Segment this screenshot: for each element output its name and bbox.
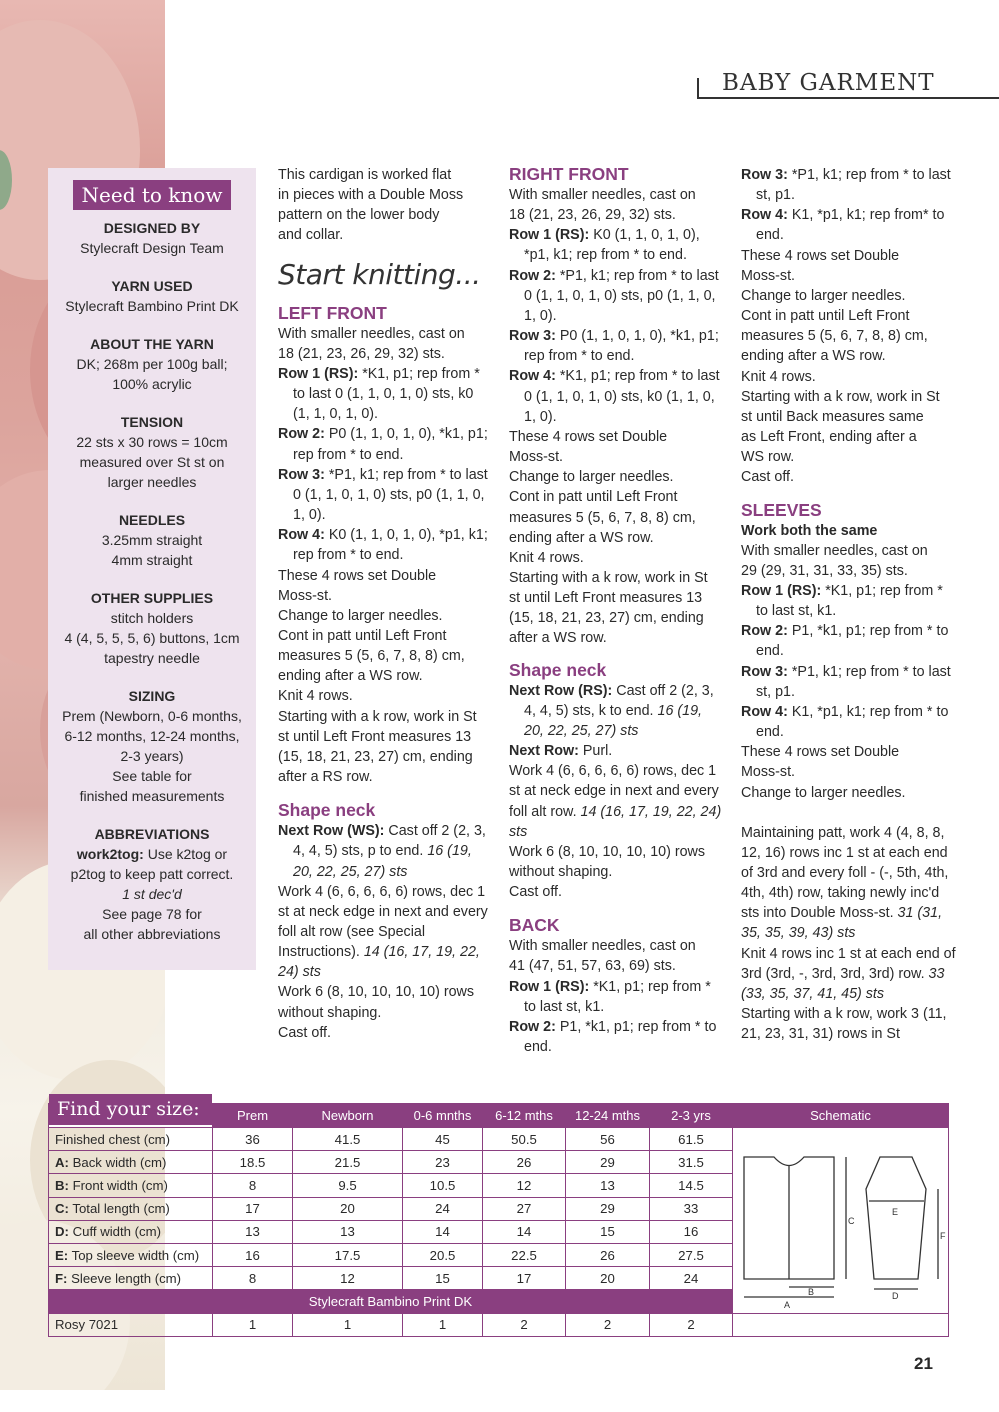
table-cell: 61.5	[650, 1128, 733, 1151]
row-instruction	[509, 977, 723, 1017]
row-instruction	[741, 205, 956, 245]
abbreviation-line: 1 st dec'd	[122, 886, 182, 902]
text-line: Cont in patt until Left Front	[278, 627, 447, 644]
row-instruction	[278, 821, 490, 881]
supplies-line: stitch holders	[110, 610, 194, 626]
schematic-diagram	[734, 1129, 948, 1309]
row-text: *P1, k1; rep from * to last st, p1.	[756, 167, 951, 204]
text-line: 41 (47, 51, 57, 63, 69) sts.	[509, 958, 676, 975]
text-span: Knit 4 rows inc 1 st at each end of 3rd (3rd, -, 3rd, 3rd, 3rd) row.	[741, 945, 956, 982]
column-3	[741, 165, 956, 1044]
row-label-text: Sleeve length (cm)	[67, 1270, 182, 1286]
table-cell: 45	[403, 1128, 483, 1151]
table-cell: 24	[403, 1197, 483, 1220]
row-label	[49, 1197, 213, 1220]
table-cell: 26	[483, 1151, 566, 1174]
text-block: Starting with a k row, work 3 (11, 21, 23, 31, 31) rows in St	[741, 1006, 947, 1043]
text-span: Maintaining patt, work 4 (4, 8, 8, 12, 16) rows inc 1 st at each end of 3rd and every foll - (-, 5th, 4th, 4th, 4th) row, taking newly inc'd sts into Double Moss-st.	[741, 824, 949, 922]
row-label: Row 1 (RS):	[278, 365, 359, 382]
sleeves-subheading: Work both the same	[741, 522, 878, 539]
abbr-text: Use k2tog or	[143, 846, 228, 862]
row-instruction	[509, 681, 723, 741]
text-line: st until Left Front measures 13	[278, 728, 472, 745]
stitch-count: 16 (19, 20, 22, 25, 27) sts	[524, 702, 703, 739]
text-block	[741, 823, 956, 944]
sizing-line: 6-12 months, 12-24 months,	[64, 728, 240, 744]
row-text: P0 (1, 1, 0, 1, 0), *k1, p1; rep from * to end.	[524, 328, 719, 365]
row-text: K0 (1, 1, 0, 1, 0), *p1, k1; rep from * to end.	[524, 227, 700, 264]
row-instruction	[509, 225, 723, 265]
text-line: Starting with a k row, work in St	[741, 388, 940, 405]
shade-label: Rosy 7021	[49, 1313, 213, 1336]
schematic-header: Schematic	[733, 1104, 949, 1128]
text-line: after a RS row.	[278, 769, 373, 786]
dim-label-b: B	[807, 1286, 814, 1297]
row-label	[49, 1151, 213, 1174]
text-line: These 4 rows set Double	[741, 247, 900, 264]
row-instruction	[278, 525, 490, 565]
text-line: Knit 4 rows.	[509, 549, 584, 566]
text-line: ending after a WS row.	[741, 348, 886, 365]
table-cell: 29	[566, 1197, 650, 1220]
section-header: BABY GARMENT	[722, 70, 935, 96]
table-cell: 2	[566, 1313, 650, 1336]
text-block: Work 6 (8, 10, 10, 10, 10) rows without shaping.	[278, 984, 475, 1021]
row-text: K0 (1, 1, 0, 1, 0), *p1, k1; rep from * to end.	[293, 527, 488, 564]
table-cell: 8	[213, 1174, 293, 1197]
row-label	[49, 1267, 213, 1290]
tension-line: measured over St st on	[79, 454, 225, 470]
row-label: Finished chest (cm)	[49, 1128, 213, 1151]
row-label	[49, 1174, 213, 1197]
table-cell: 17	[213, 1197, 293, 1220]
text-block	[509, 761, 723, 842]
table-cell: 10.5	[403, 1174, 483, 1197]
row-instruction	[278, 465, 490, 525]
other-supplies-heading: OTHER SUPPLIES	[90, 590, 214, 606]
row-label-text: Back width (cm)	[68, 1154, 167, 1170]
text-line: Moss-st.	[741, 267, 796, 284]
about-yarn-heading: ABOUT THE YARN	[90, 336, 214, 352]
intro-line: and collar.	[278, 227, 344, 244]
row-text: K1, *p1, k1; rep from * to end.	[756, 703, 949, 741]
text-line: Moss-st.	[278, 587, 333, 604]
dim-label-d: D	[891, 1290, 898, 1301]
table-cell: 18.5	[213, 1151, 293, 1174]
table-cell: 1	[403, 1313, 483, 1336]
row-instruction	[741, 702, 956, 742]
text-line: Moss-st.	[741, 764, 796, 781]
text-line: Change to larger needles.	[741, 784, 906, 801]
table-cell: 15	[566, 1220, 650, 1243]
table-cell: 20	[293, 1197, 403, 1220]
sizing-line: Prem (Newborn, 0-6 months,	[62, 708, 242, 724]
table-cell: 50.5	[483, 1128, 566, 1151]
sleeves-heading: SLEEVES	[741, 499, 822, 520]
text-line: Cont in patt until Left Front	[741, 308, 910, 325]
intro-line: in pieces with a Double Moss	[278, 187, 464, 204]
text-line: Moss-st.	[509, 449, 564, 466]
table-cell: 22.5	[483, 1243, 566, 1266]
row-instruction	[509, 366, 723, 426]
back-heading: BACK	[509, 915, 560, 936]
row-label-text: Top sleeve width (cm)	[68, 1247, 200, 1263]
row-text: *P1, k1; rep from * to last 0 (1, 1, 0, 1, 0) sts, p0 (1, 1, 0, 1, 0).	[524, 267, 719, 324]
row-text: P1, *k1, p1; rep from * to end.	[524, 1018, 717, 1056]
about-yarn-line: DK; 268m per 100g ball;	[76, 356, 228, 372]
schematic-cell	[733, 1128, 949, 1314]
size-header: 2-3 yrs	[650, 1104, 733, 1128]
shape-neck-heading: Shape neck	[509, 659, 607, 680]
table-cell: 12	[483, 1174, 566, 1197]
size-table	[48, 1097, 949, 1337]
row-label: Row 4:	[278, 527, 325, 544]
yarn-row-label: Stylecraft Bambino Print DK	[49, 1290, 733, 1313]
tension-line: 22 sts x 30 rows = 10cm	[76, 434, 228, 450]
dim-label-a: A	[783, 1299, 790, 1309]
text-line: measures 5 (5, 6, 7, 8, 8) cm,	[278, 648, 465, 665]
schematic-cell-bottom	[733, 1313, 949, 1336]
page-number: 21	[914, 1354, 933, 1373]
sizing-heading: SIZING	[128, 688, 176, 704]
table-cell: 14	[483, 1220, 566, 1243]
abbreviation-line: See page 78 for	[102, 906, 202, 922]
text-line: With smaller needles, cast on	[278, 325, 465, 342]
table-row	[49, 1313, 949, 1336]
row-label-text: Front width (cm)	[68, 1177, 168, 1193]
table-cell: 14	[403, 1220, 483, 1243]
row-label	[49, 1243, 213, 1266]
tension-heading: TENSION	[120, 414, 184, 430]
text-line: after a WS row.	[509, 630, 607, 647]
table-cell: 56	[566, 1128, 650, 1151]
header-rule	[697, 97, 999, 99]
row-text: *K1, p1; rep from * to last st, k1.	[756, 582, 943, 620]
row-instruction	[741, 165, 956, 205]
row-text: K1, *p1, k1; rep from* to end.	[756, 207, 945, 244]
table-cell: 26	[566, 1243, 650, 1266]
text-line: 18 (21, 23, 26, 29, 32) sts.	[278, 345, 445, 362]
stitch-count: 33 (33, 35, 37, 41, 45) sts	[741, 965, 945, 1002]
stitch-count: 31 (31, 35, 35, 39, 43) sts	[741, 905, 943, 942]
text-block	[278, 882, 490, 983]
supplies-line: 4 (4, 5, 5, 5, 6) buttons, 1cm	[64, 630, 240, 646]
text-line: These 4 rows set Double	[741, 744, 900, 761]
table-cell: 20.5	[403, 1243, 483, 1266]
text-line: Knit 4 rows.	[741, 368, 816, 385]
row-label: Row 3:	[278, 466, 325, 483]
sizing-line: 2-3 years)	[120, 748, 184, 764]
row-text: Cast off 2 (2, 3, 4, 4, 5) sts, k to end.	[524, 682, 714, 719]
row-label: Next Row:	[509, 743, 579, 760]
find-your-size-title: Find your size:	[49, 1094, 212, 1125]
need-to-know-title: Need to know	[73, 180, 232, 210]
row-letter: E:	[55, 1247, 69, 1263]
row-letter: C:	[55, 1201, 69, 1217]
abbreviation-line	[48, 844, 256, 864]
row-instruction	[741, 581, 956, 621]
find-your-size-cell	[49, 1097, 213, 1128]
text-line: Change to larger needles.	[741, 287, 906, 304]
row-instruction	[741, 662, 956, 702]
row-instruction	[509, 741, 723, 761]
table-cell: 14.5	[650, 1174, 733, 1197]
row-label: Row 1 (RS):	[509, 227, 590, 244]
table-cell: 41.5	[293, 1128, 403, 1151]
text-line: as Left Front, ending after a	[741, 429, 917, 446]
need-to-know-panel	[48, 168, 256, 970]
yarn-used: Stylecraft Bambino Print DK	[65, 298, 239, 314]
text-line: With smaller needles, cast on	[509, 938, 696, 955]
text-line: Change to larger needles.	[509, 469, 674, 486]
table-cell: 27.5	[650, 1243, 733, 1266]
row-label: Row 2:	[278, 426, 325, 443]
right-front-heading: RIGHT FRONT	[509, 164, 629, 184]
row-text: *K1, p1; rep from * to last 0 (1, 1, 0, 1, 0) sts, k0 (1, 1, 0, 1, 0).	[293, 365, 480, 423]
sizing-line: finished measurements	[79, 788, 225, 804]
header-rule-tick	[697, 78, 699, 99]
row-text: *K1, p1; rep from * to last 0 (1, 1, 0, 1, 0) sts, k0 (1, 1, 0, 1, 0).	[524, 368, 720, 425]
text-line: ending after a WS row.	[278, 668, 423, 685]
row-text: *P1, k1; rep from * to last 0 (1, 1, 0, 1, 0) sts, p0 (1, 1, 0, 1, 0).	[293, 466, 488, 524]
table-cell: 23	[403, 1151, 483, 1174]
row-label: Row 3:	[741, 167, 788, 183]
row-letter: B:	[55, 1177, 69, 1193]
row-label: Row 4:	[741, 207, 788, 224]
text-line: Starting with a k row, work in St	[509, 569, 708, 586]
row-label: Row 4:	[509, 368, 556, 385]
table-cell: 1	[293, 1313, 403, 1336]
start-knitting-heading: Start knitting...	[278, 257, 481, 291]
column-1	[278, 165, 490, 1043]
row-instruction	[509, 326, 723, 366]
stitch-count: 14 (16, 17, 19, 22, 24) sts	[278, 944, 480, 981]
table-cell: 13	[293, 1220, 403, 1243]
row-letter: D:	[55, 1224, 69, 1240]
row-label: Row 2:	[741, 623, 788, 640]
size-header: 12-24 mths	[566, 1104, 650, 1128]
needles-line: 3.25mm straight	[101, 532, 203, 548]
table-cell: 21.5	[293, 1151, 403, 1174]
sizing-line: See table for	[112, 768, 192, 784]
row-label-text: Total length (cm)	[68, 1201, 170, 1217]
table-cell: 27	[483, 1197, 566, 1220]
table-cell: 13	[566, 1174, 650, 1197]
table-cell: 8	[213, 1267, 293, 1290]
row-label: Row 2:	[509, 267, 556, 284]
needles-heading: NEEDLES	[118, 512, 186, 528]
row-text: *K1, p1; rep from * to last st, k1.	[524, 978, 711, 1015]
table-cell: 9.5	[293, 1174, 403, 1197]
text-line: Cast off.	[741, 469, 794, 486]
stitch-count: 14 (16, 17, 19, 22, 24) sts	[509, 803, 722, 840]
table-cell: 1	[213, 1313, 293, 1336]
row-letter: A:	[55, 1154, 69, 1170]
row-label	[49, 1220, 213, 1243]
abbreviation-line: p2tog to keep patt correct.	[70, 866, 234, 882]
table-cell: 2	[650, 1313, 733, 1336]
row-label: Next Row (WS):	[278, 823, 385, 840]
row-label: Row 3:	[509, 328, 556, 345]
table-cell: 16	[213, 1243, 293, 1266]
text-line: 29 (29, 31, 31, 33, 35) sts.	[741, 562, 908, 579]
row-instruction	[278, 424, 490, 464]
row-label: Row 1 (RS):	[741, 582, 822, 599]
text-span: Work 4 (6, 6, 6, 6, 6) rows, dec 1 st at neck edge in next and every foll alt row.	[509, 763, 719, 820]
designed-by-heading: DESIGNED BY	[103, 220, 201, 236]
column-2	[509, 165, 723, 1057]
row-text: Cast off 2 (2, 3, 4, 4, 5) sts, p to end.	[293, 823, 486, 860]
about-yarn-line: 100% acrylic	[112, 376, 192, 392]
size-header: 0-6 mnths	[403, 1104, 483, 1128]
dim-label-e: E	[891, 1206, 898, 1217]
text-block	[741, 944, 956, 1004]
text-line: With smaller needles, cast on	[509, 187, 696, 203]
row-instruction	[509, 266, 723, 326]
row-label-text: Cuff width (cm)	[68, 1224, 162, 1240]
abbr-term: work2tog:	[76, 846, 144, 862]
table-cell: 17	[483, 1267, 566, 1290]
table-cell: 31.5	[650, 1151, 733, 1174]
row-text: *P1, k1; rep from * to last st, p1.	[756, 663, 951, 700]
intro-line: This cardigan is worked flat	[278, 167, 452, 183]
text-line: Cast off.	[278, 1024, 331, 1041]
row-text: P0 (1, 1, 0, 1, 0), *k1, p1; rep from * to end.	[293, 426, 488, 463]
table-cell: 20	[566, 1267, 650, 1290]
text-line: st until Back measures same	[741, 408, 924, 425]
text-line: These 4 rows set Double	[278, 567, 437, 584]
text-line: st until Left Front measures 13	[509, 590, 703, 607]
abbreviation-line: all other abbreviations	[83, 926, 221, 942]
table-row	[49, 1128, 949, 1151]
text-line: measures 5 (5, 6, 7, 8, 8) cm,	[741, 328, 928, 345]
text-line: 18 (21, 23, 26, 29, 32) sts.	[509, 207, 676, 224]
text-line: Change to larger needles.	[278, 607, 443, 624]
intro-line: pattern on the lower body	[278, 207, 440, 224]
table-cell: 29	[566, 1151, 650, 1174]
shape-neck-heading: Shape neck	[278, 800, 376, 821]
row-label: Row 3:	[741, 663, 788, 680]
designed-by: Stylecraft Design Team	[80, 240, 224, 256]
size-header: Newborn	[293, 1104, 403, 1128]
supplies-line: tapestry needle	[104, 650, 200, 666]
text-line: (15, 18, 21, 23, 27) cm, ending	[278, 748, 473, 765]
yarn-heading: YARN USED	[111, 278, 193, 294]
row-letter: F:	[55, 1270, 68, 1286]
text-line: Cont in patt until Left Front	[509, 489, 678, 506]
row-instruction	[509, 1017, 723, 1057]
row-text: Purl.	[578, 743, 613, 760]
table-cell: 24	[650, 1267, 733, 1290]
row-label: Row 1 (RS):	[509, 978, 590, 995]
row-instruction	[278, 364, 490, 424]
text-line: (15, 18, 21, 23, 27) cm, ending	[509, 610, 704, 627]
text-line: Starting with a k row, work in St	[278, 708, 477, 725]
abbreviations-heading: ABBREVIATIONS	[94, 826, 210, 842]
row-label: Row 2:	[509, 1018, 556, 1035]
text-line: With smaller needles, cast on	[741, 542, 928, 559]
table-cell: 36	[213, 1128, 293, 1151]
table-cell: 2	[483, 1313, 566, 1336]
table-cell: 16	[650, 1220, 733, 1243]
sleeve-outline	[866, 1157, 926, 1279]
text-line: These 4 rows set Double	[509, 428, 668, 445]
left-front-heading: LEFT FRONT	[278, 302, 387, 323]
text-line: ending after a WS row.	[509, 529, 654, 546]
text-line: measures 5 (5, 6, 7, 8, 8) cm,	[509, 509, 696, 526]
row-instruction	[741, 621, 956, 661]
dim-label-c: C	[847, 1215, 854, 1226]
row-label: Next Row (RS):	[509, 682, 613, 699]
table-cell: 15	[403, 1267, 483, 1290]
text-line: Knit 4 rows.	[278, 688, 353, 705]
row-label: Row 4:	[741, 703, 788, 720]
size-header: 6-12 mths	[483, 1104, 566, 1128]
text-line: Cast off.	[509, 884, 562, 901]
tension-line: larger needles	[107, 474, 197, 490]
dim-label-f: F	[939, 1230, 945, 1241]
table-cell: 12	[293, 1267, 403, 1290]
needles-line: 4mm straight	[111, 552, 193, 568]
table-cell: 13	[213, 1220, 293, 1243]
size-header: Prem	[213, 1104, 293, 1128]
row-text: P1, *k1, p1; rep from * to end.	[756, 623, 949, 660]
stitch-count: 16 (19, 20, 22, 25, 27) sts	[293, 843, 472, 880]
table-cell: 17.5	[293, 1243, 403, 1266]
table-cell: 33	[650, 1197, 733, 1220]
text-span: Work 4 (6, 6, 6, 6, 6) rows, dec 1 st at neck edge in next and every foll alt row (see Special Instructions).	[278, 883, 488, 961]
text-line: WS row.	[741, 449, 795, 466]
text-block: Work 6 (8, 10, 10, 10, 10) rows without shaping.	[509, 843, 706, 880]
